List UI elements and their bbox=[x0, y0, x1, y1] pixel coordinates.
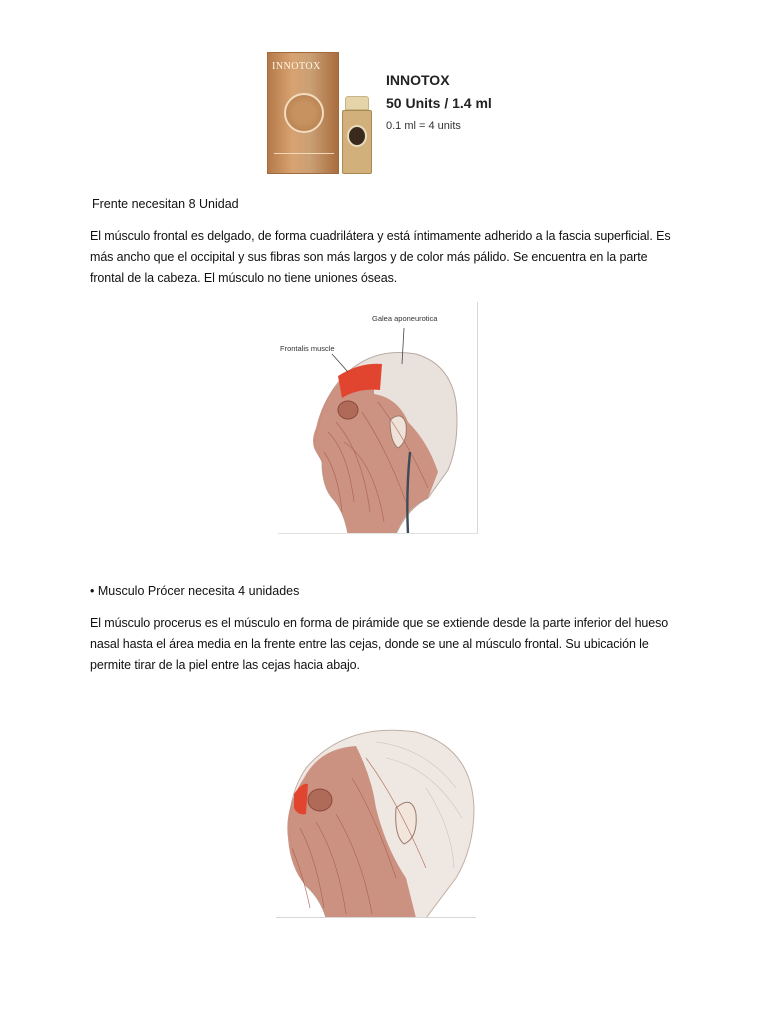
section1-heading: Frente necesitan 8 Unidad bbox=[92, 197, 239, 211]
vial-icon bbox=[342, 96, 372, 174]
section2-heading: • Musculo Prócer necesita 4 unidades bbox=[90, 584, 300, 598]
box-brand-text: INNOTOX bbox=[272, 61, 321, 72]
procerus-figure bbox=[276, 718, 476, 918]
product-units: 50 Units / 1.4 ml bbox=[386, 95, 492, 111]
section1-paragraph: El músculo frontal es delgado, de forma cuadrilátera y está íntimamente adherido a la fascia superficial. Es más ancho que el occipital y sus fibras son más largos y de color más pálido. Se encuentra en la parte frontal de la cabeza. El músculo no tiene uniones óseas. bbox=[90, 229, 671, 285]
label-frontalis: Frontalis muscle bbox=[280, 344, 335, 353]
section2-paragraph: El músculo procerus es el músculo en forma de pirámide que se extiende desde la parte inferior del hueso nasal hasta el área media en la frente entre las cejas, donde se une al músculo frontal. Su ubicación le permite tirar de la piel entre las cejas hacia abajo. bbox=[90, 616, 669, 672]
box-emblem-icon bbox=[284, 93, 324, 133]
product-box bbox=[267, 52, 339, 174]
box-fine-print bbox=[274, 153, 334, 165]
procerus-illustration bbox=[276, 718, 476, 918]
product-title: INNOTOX bbox=[386, 72, 450, 88]
frontalis-illustration bbox=[278, 302, 478, 534]
label-galea: Galea aponeurotica bbox=[372, 314, 438, 323]
product-figure bbox=[262, 50, 502, 176]
product-dose: 0.1 ml = 4 units bbox=[386, 120, 461, 132]
frontalis-figure bbox=[278, 302, 478, 534]
